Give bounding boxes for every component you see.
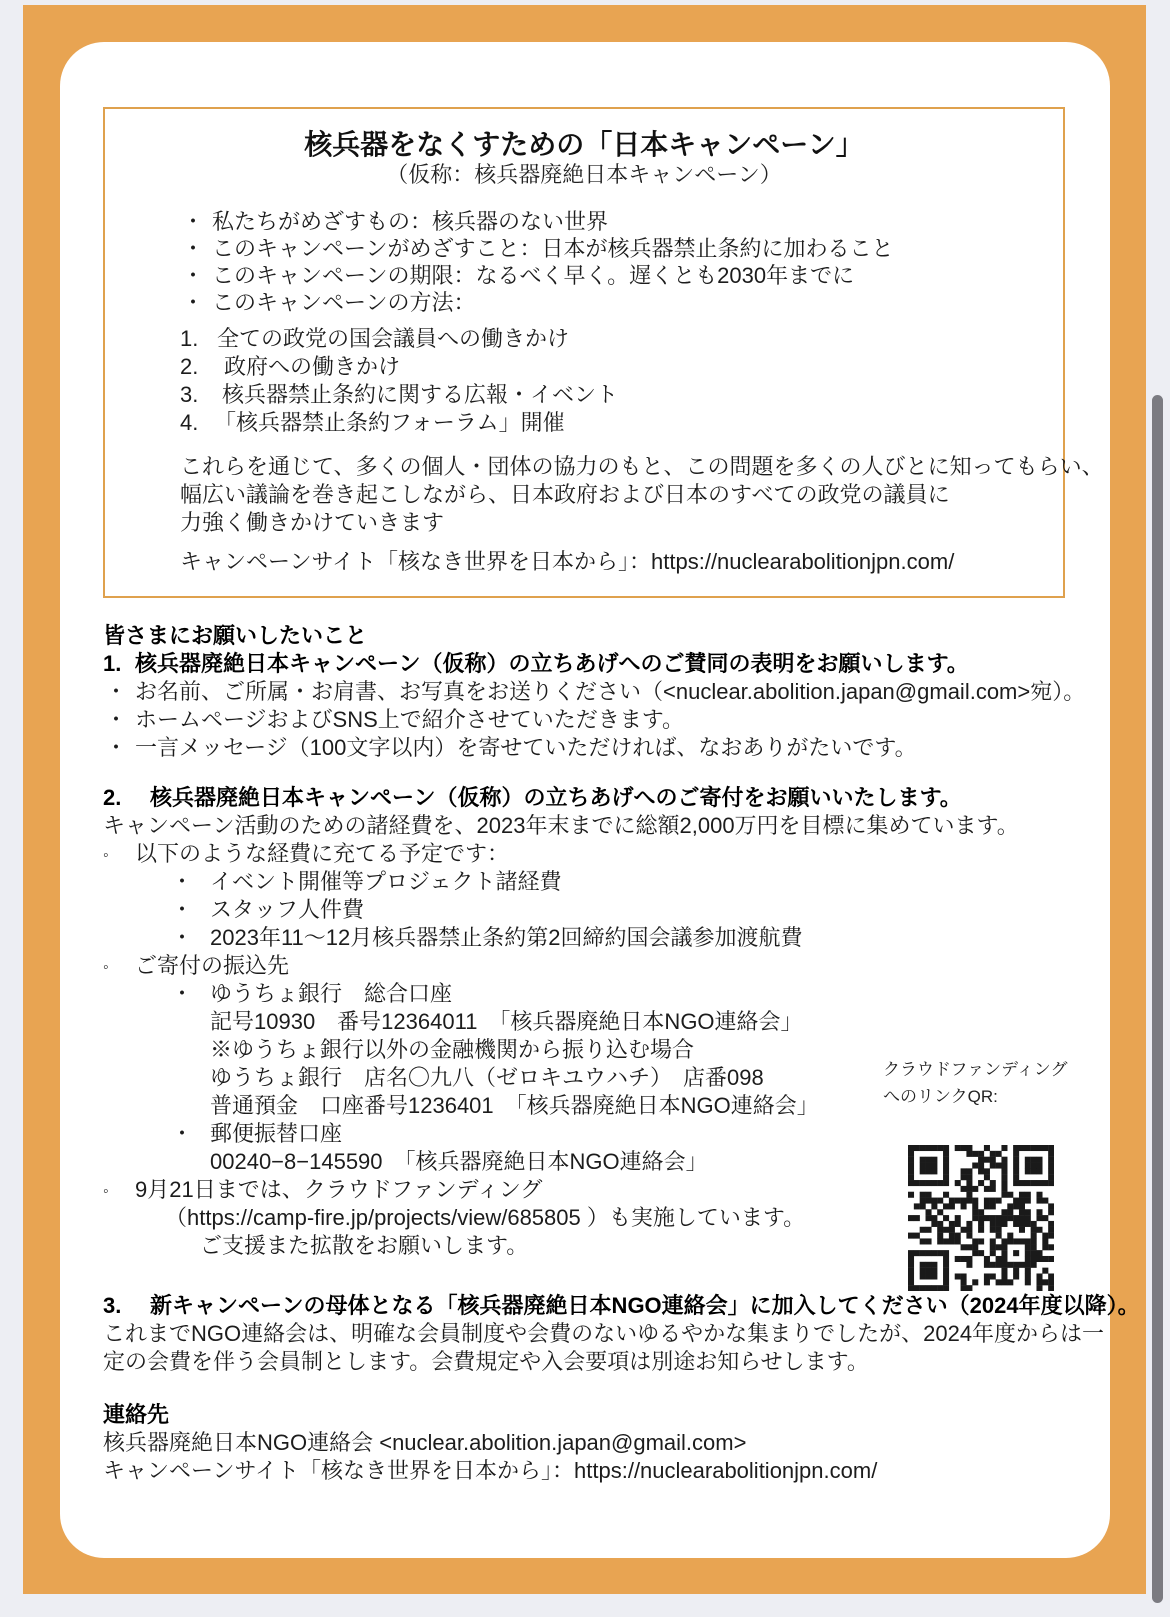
line-text: 9月21日までは、クラウドファンディング (135, 1177, 543, 1202)
content-line (103, 650, 1083, 678)
line-text: 核兵器廃絶日本NGO連絡会 <nuclear.abolition.japan@gmail.com> (103, 1430, 747, 1455)
line-text: このキャンペーンの期限：なるべく早く。遅くとも2030年までに (212, 263, 855, 288)
line-text: 以下のような経費に充てる予定です： (135, 841, 510, 866)
line-text: 「核兵器禁止条約フォーラム」開催 (214, 410, 565, 435)
line-text: ゆうちょ銀行 総合口座 (210, 981, 453, 1006)
line-text: このキャンペーンがめざすこと：日本が核兵器禁止条約に加わること (212, 236, 894, 261)
line-text: 2023年11～12月核兵器禁止条約第2回締約国会議参加渡航費 (210, 925, 803, 950)
bullet-marker: ・ (171, 981, 194, 1006)
content-line (180, 208, 1035, 235)
content-line (103, 1292, 1140, 1320)
content-line (180, 409, 1035, 437)
line-text: 力強く働きかけていきます (180, 510, 445, 535)
bullet-marker: ・ (171, 869, 194, 894)
content-line (103, 868, 1083, 896)
line-text: キャンペーンサイト「核なき世界を日本から」：https://nuclearabolitionjpn.com/ (180, 549, 955, 574)
line-text: お名前、ご所属・お肩書、お写真をお送りください（<nuclear.abolition.japan@gmail.com>宛）。 (135, 679, 1086, 704)
qr-label (883, 1056, 1067, 1110)
content-line (180, 548, 1035, 576)
content-line (103, 1429, 1083, 1457)
line-text: スタッフ人件費 (210, 897, 365, 922)
line-text: 私たちがめざすもの：核兵器のない世界 (212, 209, 609, 234)
line-text: 皆さまにお願いしたいこと (103, 623, 368, 648)
content-line (180, 325, 1035, 353)
content-line (103, 1348, 1083, 1376)
content-line (103, 952, 1083, 980)
line-text: キャンペーン活動のための諸経費を、2023年末までに総額2,000万円を目標に集めています。 (103, 813, 1019, 838)
bullet-marker: ・ (105, 735, 128, 760)
content-line (180, 235, 1035, 262)
content-line (103, 924, 1083, 952)
bullet-marker: ・ (171, 925, 194, 950)
content-line (103, 840, 1083, 868)
campaign-site-line (180, 548, 1035, 576)
content-line (180, 481, 1035, 509)
bullet-marker: 3. (180, 382, 199, 407)
bullet-marker: ・ (182, 290, 205, 315)
qr-label-line1: クラウドファンディング (883, 1060, 1068, 1079)
bullet-marker: ・ (105, 679, 128, 704)
content-line (103, 1120, 1083, 1148)
bullet-marker: ・ (171, 1121, 194, 1146)
page-subtitle: （仮称：核兵器廃絶日本キャンペーン） (386, 162, 782, 187)
content-line (180, 262, 1035, 289)
line-text: （https://camp-fire.jp/projects/view/685805 ）も実施しています。 (165, 1205, 806, 1230)
scrollbar-thumb[interactable] (1152, 395, 1163, 1603)
body-lines (103, 622, 1140, 1485)
line-text: 政府への働きかけ (224, 354, 401, 379)
line-text: 全ての政党の国会議員への働きかけ (217, 326, 570, 351)
content-line (180, 509, 1035, 537)
bullet-marker: ・ (105, 707, 128, 732)
content-line (103, 896, 1083, 924)
summary-paragraph (180, 453, 1104, 537)
method-numbered-list (180, 325, 1035, 437)
content-line (103, 1401, 1083, 1429)
content-line (103, 622, 1083, 650)
line-text: 00240−8−145590 「核兵器廃絶日本NGO連絡会」 (210, 1149, 708, 1174)
line-text: 核兵器廃絶日本キャンペーン（仮称）の立ちあげへのご賛同の表明をお願いします。 (135, 651, 969, 676)
line-text: 普通預金 口座番号1236401 「核兵器廃絶日本NGO連絡会」 (210, 1093, 819, 1118)
content-line (103, 812, 1083, 840)
content-line (103, 1457, 1083, 1485)
line-text: 核兵器禁止条約に関する広報・イベント (222, 382, 619, 407)
line-text: 記号10930 番号12364011 「核兵器廃絶日本NGO連絡会」 (210, 1009, 803, 1034)
line-text: このキャンペーンの方法： (212, 290, 476, 315)
qr-label-line2: へのリンクQR: (883, 1087, 998, 1106)
content-line (180, 453, 1104, 481)
info-box-content (105, 208, 1104, 576)
line-text: 郵便振替口座 (210, 1121, 343, 1146)
bullet-marker: ・ (182, 236, 205, 261)
line-text: 幅広い議論を巻き起こしながら、日本政府および日本のすべての政党の議員に (180, 482, 950, 507)
content-line (180, 353, 1035, 381)
content-line (103, 678, 1086, 706)
line-text: ※ゆうちょ銀行以外の金融機関から振り込む場合 (210, 1037, 695, 1062)
bullet-marker: 1. (180, 326, 199, 351)
bullet-marker: 3. (103, 1293, 122, 1318)
bullet-marker: ◦ (103, 1183, 109, 1200)
line-text: ゆうちょ銀行 店名〇九八（ゼロキユウハチ） 店番098 (210, 1065, 764, 1090)
line-text: これらを通じて、多くの個人・団体の協力のもと、この問題を多くの人びとに知ってもらい、 (180, 454, 1104, 479)
bullet-marker: ・ (182, 209, 205, 234)
page-title: 核兵器をなくすための「日本キャンペーン」 (304, 129, 864, 160)
bullet-marker: ・ (171, 897, 194, 922)
content-line (103, 1008, 1083, 1036)
line-text: 定の会費を伴う会員制とします。会費規定や入会要項は別途お知らせします。 (103, 1349, 869, 1374)
line-text: 連絡先 (103, 1402, 170, 1427)
campaign-info-box (103, 107, 1104, 598)
bullet-marker: ◦ (103, 847, 109, 864)
line-text: キャンペーンサイト「核なき世界を日本から」：https://nuclearabolitionjpn.com/ (103, 1458, 878, 1483)
bullet-marker: 4. (180, 410, 199, 435)
bullet-marker: 2. (103, 785, 122, 810)
content-line (103, 734, 1083, 762)
content-line (103, 1320, 1105, 1348)
bullet-marker: ◦ (103, 959, 109, 976)
content-line (180, 289, 1035, 316)
line-text: これまでNGO連絡会は、明確な会員制度や会費のないゆるやかな集まりでしたが、2024年度からは一 (103, 1321, 1105, 1346)
content-line (103, 706, 1083, 734)
line-text: ご寄付の振込先 (135, 953, 290, 978)
line-text: 新キャンペーンの母体となる「核兵器廃絶日本NGO連絡会」に加入してください（2024年度以降）。 (150, 1293, 1140, 1318)
content-line (103, 980, 1083, 1008)
line-text: 一言メッセージ（100文字以内）を寄せていただければ、なおありがたいです。 (135, 735, 917, 760)
content-line (180, 381, 1035, 409)
qr-code-image (908, 1145, 1054, 1291)
bullet-marker: 2. (180, 354, 199, 379)
line-text: ご支援また拡散をお願いします。 (200, 1233, 529, 1258)
goal-bullet-list (180, 208, 1035, 316)
bullet-marker: 1. (103, 651, 122, 676)
line-text: ホームページおよびSNS上で紹介させていただきます。 (135, 707, 685, 732)
bullet-marker: ・ (182, 263, 205, 288)
line-text: 核兵器廃絶日本キャンペーン（仮称）の立ちあげへのご寄付をお願いいたします。 (150, 785, 962, 810)
crowdfunding-qr-code (908, 1145, 1054, 1291)
content-line (103, 784, 1083, 812)
line-text: イベント開催等プロジェクト諸経費 (210, 869, 562, 894)
